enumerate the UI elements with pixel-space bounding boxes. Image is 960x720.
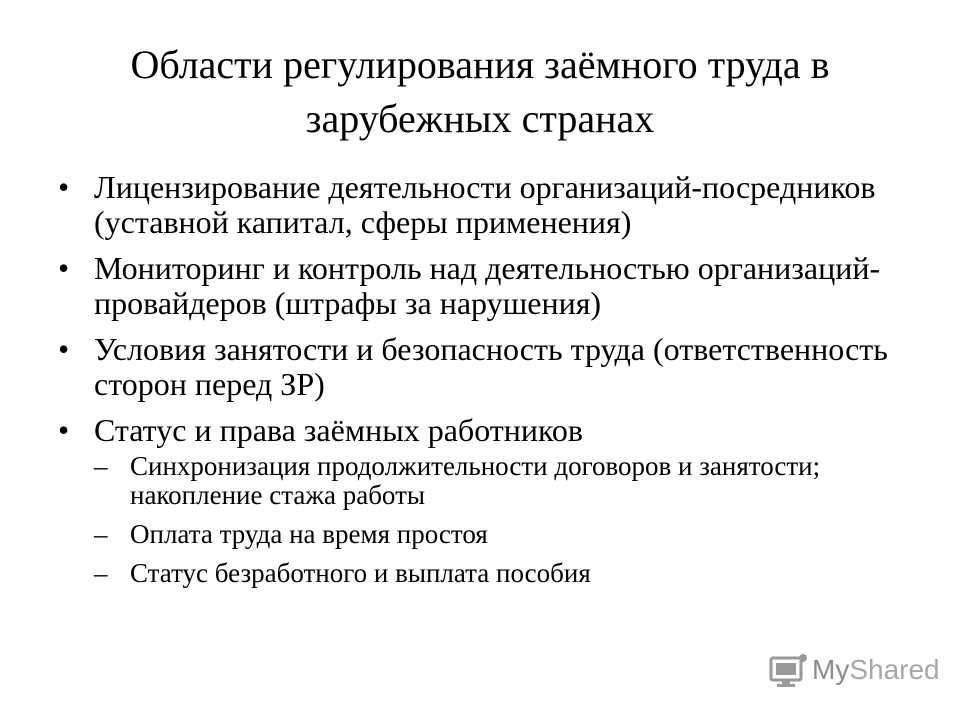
- sub-bullet-list: [94, 452, 918, 588]
- sub-bullet-text: Синхронизация продолжительности договоров и занятости; накопление стажа работы: [130, 451, 821, 510]
- bullet-text: Мониторинг и контроль над деятельностью организаций-провайдеров (штрафы за нарушения): [94, 250, 881, 321]
- bullet-marker: •: [58, 412, 70, 448]
- bullet-item-conditions: [58, 332, 918, 402]
- bullet-marker: •: [58, 250, 70, 286]
- bullet-text: Условия занятости и безопасность труда (ответственность сторон перед ЗР): [94, 331, 888, 402]
- myshared-watermark: [768, 652, 940, 688]
- bullet-list: [58, 170, 918, 599]
- mysharedlogo-icon: [768, 652, 808, 688]
- sub-bullet-text: Статус безработного и выплата пособия: [130, 558, 591, 588]
- sub-item-unemployment: [94, 559, 918, 588]
- bullet-item-status: [58, 413, 918, 588]
- sub-marker: –: [94, 558, 108, 588]
- sub-marker: –: [94, 519, 108, 549]
- bullet-marker: •: [58, 331, 70, 367]
- bullet-marker: •: [58, 169, 70, 205]
- sub-marker: –: [94, 451, 108, 481]
- slide-title: Области регулирования заёмного труда в зарубежных странах: [130, 42, 830, 141]
- sub-item-synchronization: [94, 452, 918, 510]
- watermark-shared: Shared: [849, 654, 940, 685]
- watermark-text: [812, 654, 940, 686]
- bullet-text: Статус и права заёмных работников: [94, 412, 584, 448]
- bullet-text: Лицензирование деятельности организаций-посредников (уставной капитал, сферы применения): [94, 169, 876, 240]
- bullet-item-monitoring: [58, 251, 918, 321]
- sub-item-downtime-pay: [94, 520, 918, 549]
- watermark-my: My: [812, 654, 850, 685]
- sub-bullet-text: Оплата труда на время простоя: [130, 519, 488, 549]
- bullet-item-licensing: [58, 170, 918, 240]
